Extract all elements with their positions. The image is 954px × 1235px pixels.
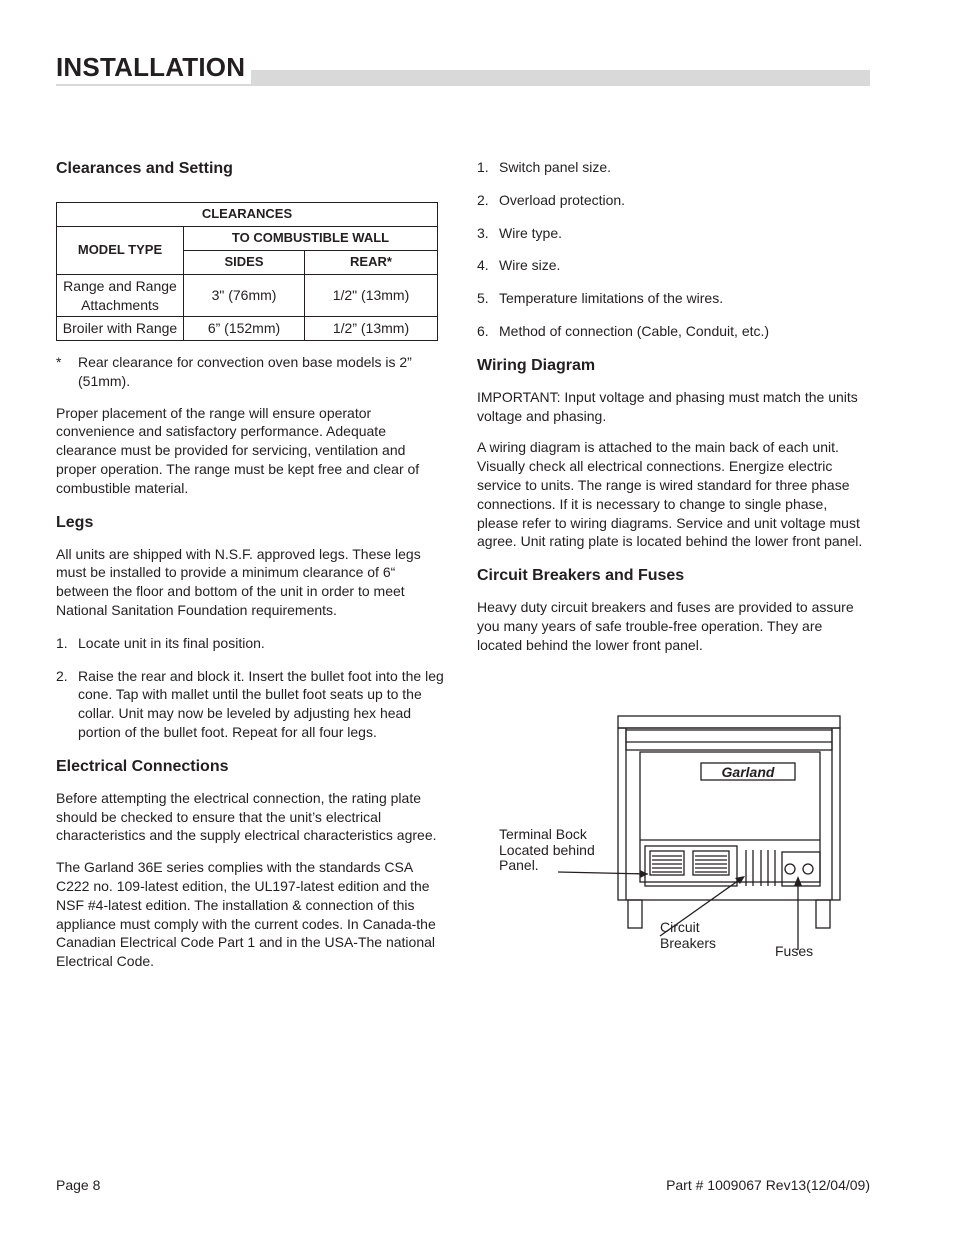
item-number: 4. <box>477 257 489 274</box>
electrical-heading: Electrical Connections <box>56 757 229 775</box>
step-text: Locate unit in its final position. <box>78 634 265 651</box>
terminal-arrow <box>640 870 648 878</box>
step-number: 2. <box>56 667 68 684</box>
item-text: Wire type. <box>499 224 563 241</box>
footnote-star: * <box>56 354 62 370</box>
terminal-label-line: Panel. <box>499 857 539 873</box>
item-text: Overload protection. <box>499 191 626 208</box>
list-item <box>477 158 870 177</box>
wiring-paragraph-2: A wiring diagram is attached to the main back of each unit. Visually check all electrical connections. Energize electric service to units. The range is wired standard for three phase connections. If it is necessary to change to single phase, please refer to wiring diagrams. Service and unit voltage must agree. Unit rating plate is located behind the lower front panel. <box>477 439 863 550</box>
electrical-paragraph-1: Before attempting the electrical connection, the rating plate should be checked to ensure that the unit’s electrical characteristics and the supply electrical characteristics agree. <box>56 789 437 844</box>
fuse-left <box>785 864 795 874</box>
item-text: Temperature limitations of the wires. <box>499 290 724 307</box>
terminal-label-line: Terminal Bock <box>499 826 587 842</box>
clearances-paragraph: Proper placement of the range will ensure operator convenience and satisfactory performance. Adequate clearance must be provided for servicing, ventilation and proper operation. The range must be kept free and clear of combustible material. <box>56 404 420 496</box>
breakers-heading: Circuit Breakers and Fuses <box>477 567 685 585</box>
item-text: Method of connection (Cable, Conduit, etc.) <box>499 322 770 339</box>
range-top-rail <box>618 716 840 728</box>
electrical-paragraph-2: The Garland 36E series complies with the standards CSA C222 no. 109-latest edition, the UL197-latest edition and the NSF #4-latest edition. The installation & connection of this appliance must comply with the current codes. In Canada-the Canadian Electrical Code Part 1 and in the USA-The national Electrical Code. <box>56 859 436 970</box>
terminal-label-line: Located behind <box>499 841 595 858</box>
sides-header: SIDES <box>184 251 305 275</box>
step-text: Raise the rear and block it. Insert the bullet foot into the leg cone. Tap with mallet until the bullet foot seats up to the collar. Unit may now be leveled by adjusting hex head portion of the bullet foot. Repeat for all four legs. <box>78 667 444 740</box>
item-number: 3. <box>477 224 489 241</box>
list-item <box>477 289 870 308</box>
leg-right <box>816 900 830 928</box>
model-cell: Broiler with Range <box>57 317 184 341</box>
legs-steps <box>56 634 448 742</box>
list-item <box>477 256 870 275</box>
page-title: INSTALLATION <box>56 50 251 84</box>
model-cell: Range and Range Attachments <box>57 275 184 317</box>
to-wall-header: TO COMBUSTIBLE WALL <box>184 227 438 251</box>
fuse-panel <box>782 852 820 886</box>
list-item <box>56 667 448 742</box>
list-item <box>56 634 448 653</box>
terminal-block-label <box>499 827 595 874</box>
table-row <box>57 317 438 341</box>
fuses-label: Fuses <box>775 943 814 959</box>
circuit-breakers-label <box>660 920 716 951</box>
item-text: Wire size. <box>499 257 561 274</box>
rear-header: REAR* <box>305 251 438 275</box>
clearances-heading: Clearances and Setting <box>56 160 233 177</box>
breakers-paragraph: Heavy duty circuit breakers and fuses are provided to assure you many years of safe trouble-free operation. They are located behind the lower front panel. <box>477 599 854 653</box>
item-number: 2. <box>477 191 489 208</box>
sides-cell: 6” (152mm) <box>184 317 305 341</box>
rear-cell: 1/2” (13mm) <box>305 317 438 341</box>
item-number: 6. <box>477 322 489 339</box>
footnote-text: Rear clearance for convection oven base models is 2” (51mm). <box>78 354 412 389</box>
list-item <box>477 191 870 210</box>
breaker-label-line: Circuit <box>660 919 700 935</box>
sides-cell: 3" (76mm) <box>184 275 305 317</box>
clearances-table <box>56 202 438 341</box>
part-number: Part # 1009067 Rev13(12/04/09) <box>666 1177 870 1193</box>
fuse-arrow <box>794 876 802 886</box>
fuse-right <box>803 864 813 874</box>
breaker-label-line: Breakers <box>660 934 717 951</box>
rear-cell: 1/2" (13mm) <box>305 275 438 317</box>
terminal-block-box <box>645 846 737 886</box>
wiring-paragraph-1: IMPORTANT: Input voltage and phasing must match the units voltage and phasing. <box>477 388 858 424</box>
list-item <box>477 224 870 243</box>
electrical-checklist <box>477 158 870 341</box>
table-row <box>57 275 438 317</box>
brand-name: Garland <box>721 764 775 780</box>
step-number: 1. <box>56 634 68 651</box>
legs-heading: Legs <box>56 513 94 531</box>
legs-paragraph: All units are shipped with N.S.F. approved legs. These legs must be installed to provide a minimum clearance of 6“ between the floor and bottom of the unit in order to meet National Sanitation Foundation requirements. <box>56 545 421 618</box>
wiring-heading: Wiring Diagram <box>477 356 596 374</box>
table-footnote <box>56 353 428 391</box>
item-number: 1. <box>477 159 489 175</box>
table-caption: CLEARANCES <box>57 203 438 227</box>
leg-left <box>628 900 642 928</box>
page-number: Page 8 <box>56 1177 101 1193</box>
model-type-header: MODEL TYPE <box>57 227 184 275</box>
range-backsplash <box>626 730 832 750</box>
item-text: Switch panel size. <box>499 159 612 175</box>
left-column <box>56 158 448 971</box>
right-column <box>477 158 870 655</box>
list-item <box>477 322 870 341</box>
item-number: 5. <box>477 290 489 307</box>
